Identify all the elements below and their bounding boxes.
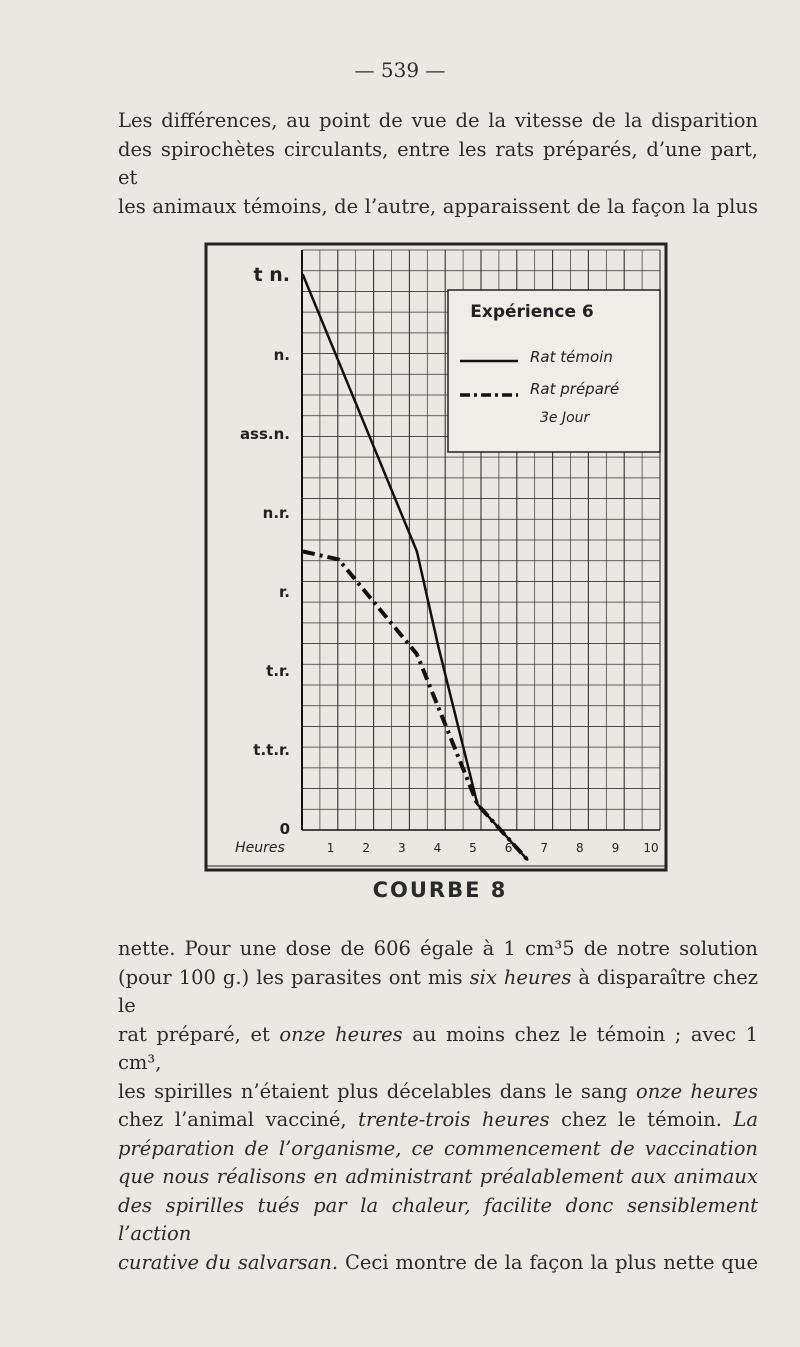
data-point	[416, 653, 418, 655]
x-tick-label: 7	[540, 841, 549, 855]
text-line: les animaux témoins, de l’autre, apparaissent de la façon la plus	[118, 194, 758, 218]
legend-series-2-label: Rat préparé	[530, 380, 620, 398]
data-point	[437, 645, 439, 647]
x-tick-label: 6	[504, 841, 513, 855]
text-line: des spirochètes circulants, entre les rats préparés, d’une part, et	[118, 137, 758, 189]
text-line: (pour 100 g.) les parasites ont mis six heures à disparaître chez le	[118, 965, 759, 1017]
chart-figure	[200, 240, 680, 884]
x-tick-label: 10	[643, 841, 659, 855]
chart-caption: COURBE 8	[372, 878, 508, 902]
x-tick-label: 8	[575, 841, 584, 855]
page-number: — 539 —	[354, 58, 446, 82]
data-point	[337, 558, 339, 560]
chart-svg	[200, 240, 680, 880]
x-tick-label: 5	[469, 841, 477, 855]
data-point	[302, 550, 304, 552]
x-axis-label: Heures	[235, 840, 285, 856]
text-line: des spirilles tués par la chaleur, facilite donc sensiblement l’action	[118, 1193, 758, 1245]
text-line: chez l’animal vacciné, trente-trois heures chez le témoin. La	[118, 1108, 759, 1131]
y-tick-label: r.	[279, 583, 290, 601]
y-tick-label: t n.	[253, 264, 290, 286]
text-line: préparation de l’organisme, ce commencement de vaccination	[118, 1136, 758, 1160]
x-tick-label: 9	[611, 841, 620, 855]
paragraph-top	[118, 107, 758, 221]
legend-series-2-note: 3e Jour	[540, 410, 590, 426]
paragraph-bottom	[118, 935, 758, 1277]
y-tick-label: t.r.	[266, 662, 290, 680]
text-line: curative du salvarsan. Ceci montre de la façon la plus nette que	[118, 1250, 758, 1274]
x-tick-label: 2	[362, 841, 371, 855]
text-line: nette. Pour une dose de 606 égale à 1 cm³5 de notre solution	[118, 937, 758, 960]
text-line: que nous réalisons en administrant préalablement aux animaux	[118, 1165, 758, 1188]
y-tick-label: n.r.	[262, 504, 290, 522]
x-tick-label: 4	[433, 841, 442, 855]
legend-series-1-label: Rat témoin	[530, 348, 613, 366]
y-tick-label: 0	[279, 820, 290, 838]
legend-title: Expérience 6	[470, 302, 594, 322]
data-point	[416, 550, 418, 552]
text-line: rat préparé, et onze heures au moins chez le témoin ; avec 1 cm³,	[118, 1022, 758, 1074]
y-tick-label: t.t.r.	[253, 741, 290, 759]
text-line: Les différences, au point de vue de la vitesse de la disparition	[118, 109, 758, 132]
data-point	[526, 858, 528, 860]
data-point	[302, 274, 304, 276]
x-tick-label: 3	[397, 841, 406, 855]
y-tick-label: n.	[273, 346, 290, 364]
x-tick-label: 1	[326, 841, 335, 855]
data-point	[476, 803, 478, 805]
text-line: les spirilles n’étaient plus décelables dans le sang onze heures	[118, 1079, 759, 1103]
y-tick-label: ass.n.	[239, 425, 290, 443]
